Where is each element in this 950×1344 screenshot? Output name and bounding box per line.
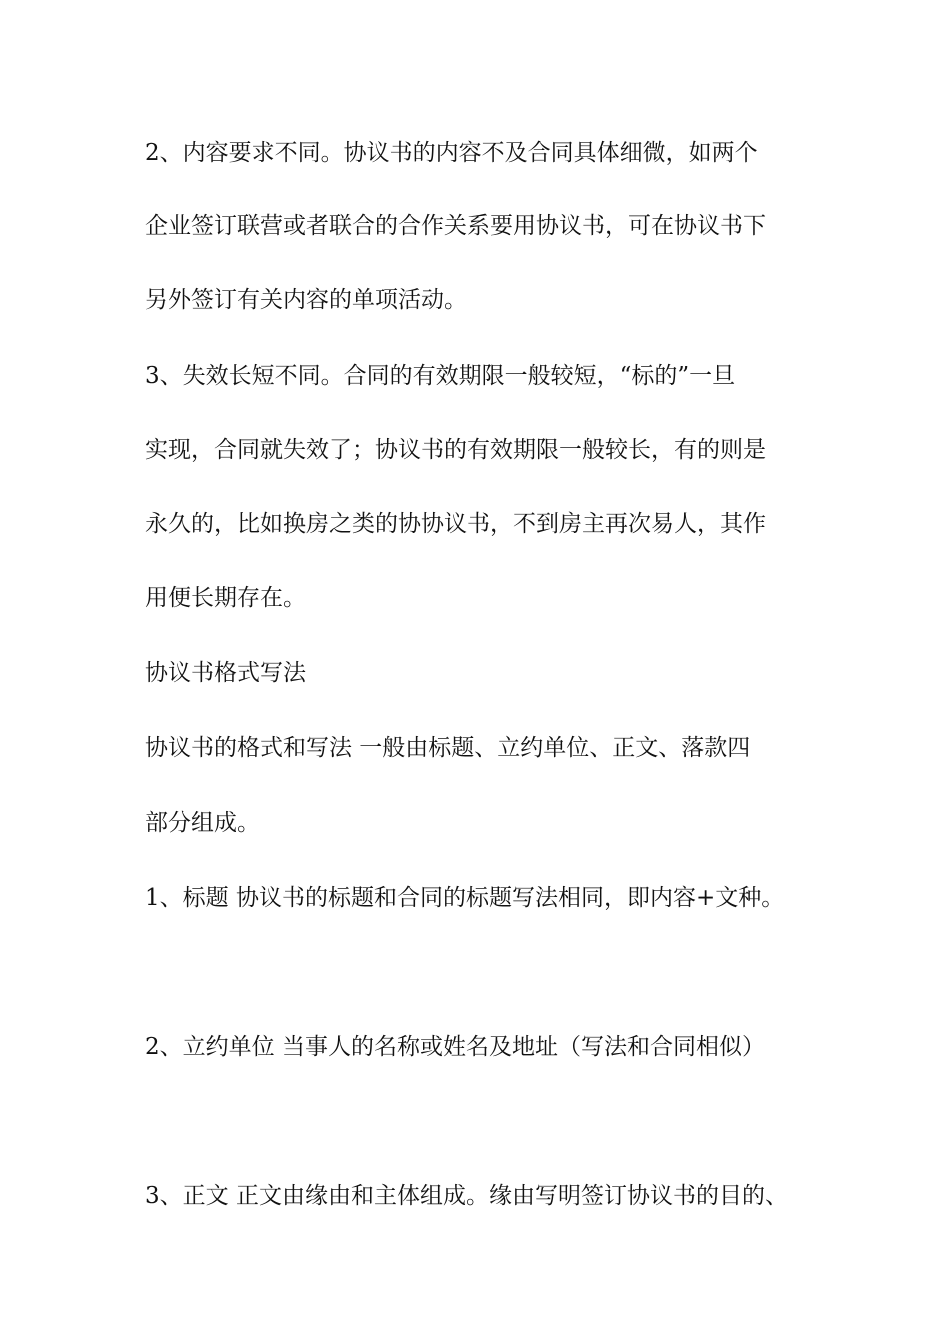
paragraph-line-5: 实现，合同就失效了；协议书的有效期限一般较长，有的则是 [145,437,766,463]
paragraph-line-11: 1、标题 协议书的标题和合同的标题写法相同，即内容+文种。 [145,885,785,911]
paragraph-line-4: 3、失效长短不同。合同的有效期限一般较短，“标的”一旦 [145,363,736,389]
paragraph-line-2: 企业签订联营或者联合的合作关系要用协议书，可在协议书下 [145,213,766,239]
paragraph-line-7: 用便长期存在。 [145,585,306,611]
paragraph-line-1: 2、内容要求不同。协议书的内容不及合同具体细微，如两个 [145,140,758,166]
paragraph-line-10: 部分组成。 [145,810,260,836]
paragraph-line-13: 3、正文 正文由缘由和主体组成。缘由写明签订协议书的目的、 [145,1183,788,1209]
paragraph-line-12: 2、立约单位 当事人的名称或姓名及地址（写法和合同相似） [145,1034,765,1060]
paragraph-line-6: 永久的，比如换房之类的协协议书，不到房主再次易人，其作 [145,511,766,537]
paragraph-line-9: 协议书的格式和写法 一般由标题、立约单位、正文、落款四 [145,735,751,761]
paragraph-line-3: 另外签订有关内容的单项活动。 [145,287,467,313]
section-heading: 协议书格式写法 [145,660,306,686]
